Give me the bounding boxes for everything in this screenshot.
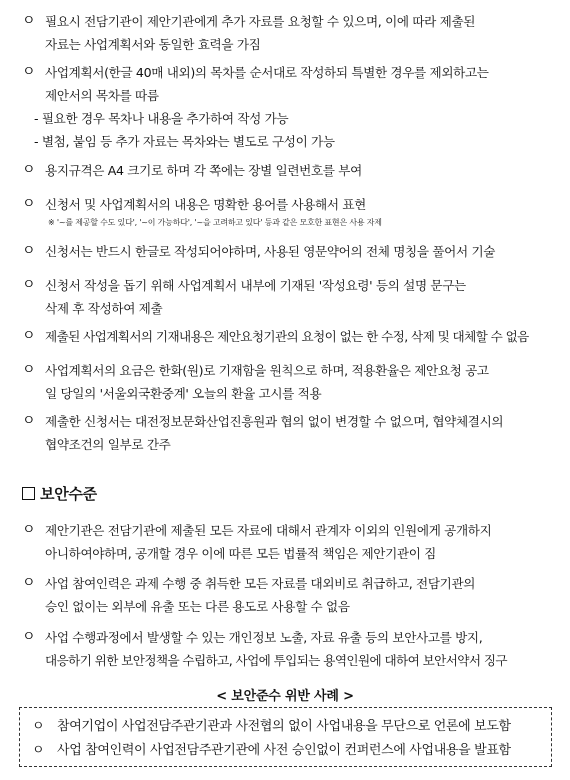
item-text-line: 사업 참여인력은 과제 수행 중 취득한 모든 자료를 대외비로 취급하고, 전담기관의: [45, 576, 476, 591]
item-text-line: 제안기관은 전담기관에 제출된 모든 자료에 대해서 관계자 이외의 인원에게 공개하지: [45, 523, 492, 538]
sub-item-text: - 별첨, 붙임 등 추가 자료는 목차와는 별도로 구성이 가능: [34, 134, 335, 149]
item-text-line: 제출한 신청서는 대전정보문화산업진흥원과 협의 없이 변경할 수 없으며, 협약체결시의: [45, 414, 504, 429]
item-text-line: 제안서의 목차를 따름: [45, 88, 159, 103]
bullet-icon: ㅇ: [22, 162, 36, 178]
item-text-line: 삭제 후 작성하여 제출: [45, 301, 163, 316]
item-text-line: 용지규격은 A4 크기로 하며 각 쪽에는 장별 일련번호를 부여: [45, 163, 362, 178]
bullet-icon: ㅇ: [22, 64, 36, 80]
bullet-icon: ㅇ: [22, 522, 36, 538]
bullet-icon: ㅇ: [32, 743, 45, 758]
bullet-icon: ㅇ: [32, 719, 45, 734]
bullet-icon: ㅇ: [22, 413, 36, 429]
example-text: 참여기업이 사업전담주관기관과 사전협의 없이 사업내용을 무단으로 언론에 보도함: [57, 719, 511, 734]
item-text-line: 신청서 작성을 돕기 위해 사업계획서 내부에 기재된 '작성요령' 등의 설명 문구는: [45, 278, 466, 293]
note-text: ※ '~를 제공할 수도 있다', '~이 가능하다', '~을 고려하고 있다' 등과 같은 모호한 표현은 사용 자제: [48, 218, 382, 227]
bullet-icon: ㅇ: [22, 362, 36, 378]
item-text-line: 사업 수행과정에서 발생할 수 있는 개인정보 노출, 자료 유출 등의 보안사고를 방지,: [45, 630, 483, 645]
bullet-icon: ㅇ: [22, 277, 36, 293]
example-title: < 보안준수 위반 사례 >: [216, 689, 354, 704]
item-text-line: 필요시 전담기관이 제안기관에게 추가 자료를 요청할 수 있으며, 이에 따라 제출된: [45, 14, 476, 29]
example-text: 사업 참여인력이 사업전담주관기관에 사전 승인없이 컨퍼런스에 사업내용을 발표함: [57, 743, 511, 758]
item-text-line: 신청서는 반드시 한글로 작성되어야하며, 사용된 영문약어의 전체 명칭을 풀어서 기술: [45, 244, 496, 259]
bullet-icon: ㅇ: [22, 196, 36, 212]
item-text-line: 자료는 사업계획서와 동일한 효력을 가짐: [45, 37, 261, 52]
item-text-line: 사업계획서(한글 40매 내외)의 목차를 순서대로 작성하되 특별한 경우를 제외하고는: [45, 65, 489, 80]
section-checkbox-icon: [22, 487, 35, 500]
item-text-line: 아니하여야하며, 공개할 경우 이에 따른 모든 법률적 책임은 제안기관이 짐: [45, 546, 436, 561]
violation-example-box: [19, 707, 552, 767]
item-text-line: 제출된 사업계획서의 기재내용은 제안요청기관의 요청이 없는 한 수정, 삭제 및 대체할 수 없음: [45, 329, 529, 344]
item-text-line: 승인 없이는 외부에 유출 또는 다른 용도로 사용할 수 없음: [45, 599, 350, 614]
item-text-line: 사업계획서의 요금은 한화(원)로 기재함을 원칙으로 하며, 적용환율은 제안요청 공고: [45, 363, 489, 378]
bullet-icon: ㅇ: [22, 575, 36, 591]
item-text-line: 대응하기 위한 보안정책을 수립하고, 사업에 투입되는 용역인원에 대하여 보안서약서 징구: [45, 653, 507, 668]
bullet-icon: ㅇ: [22, 629, 36, 645]
sub-item-text: - 필요한 경우 목차나 내용을 추가하여 작성 가능: [34, 111, 289, 126]
section-title: 보안수준: [40, 485, 97, 503]
item-text-line: 신청서 및 사업계획서의 내용은 명확한 용어를 사용해서 표현: [45, 197, 366, 212]
bullet-icon: ㅇ: [22, 328, 36, 344]
item-text-line: 일 당일의 '서울외국환중계' 오늘의 환율 고시를 적용: [45, 386, 322, 401]
bullet-icon: ㅇ: [22, 243, 36, 259]
item-text-line: 협약조건의 일부로 간주: [45, 437, 171, 452]
bullet-icon: ㅇ: [22, 13, 36, 29]
